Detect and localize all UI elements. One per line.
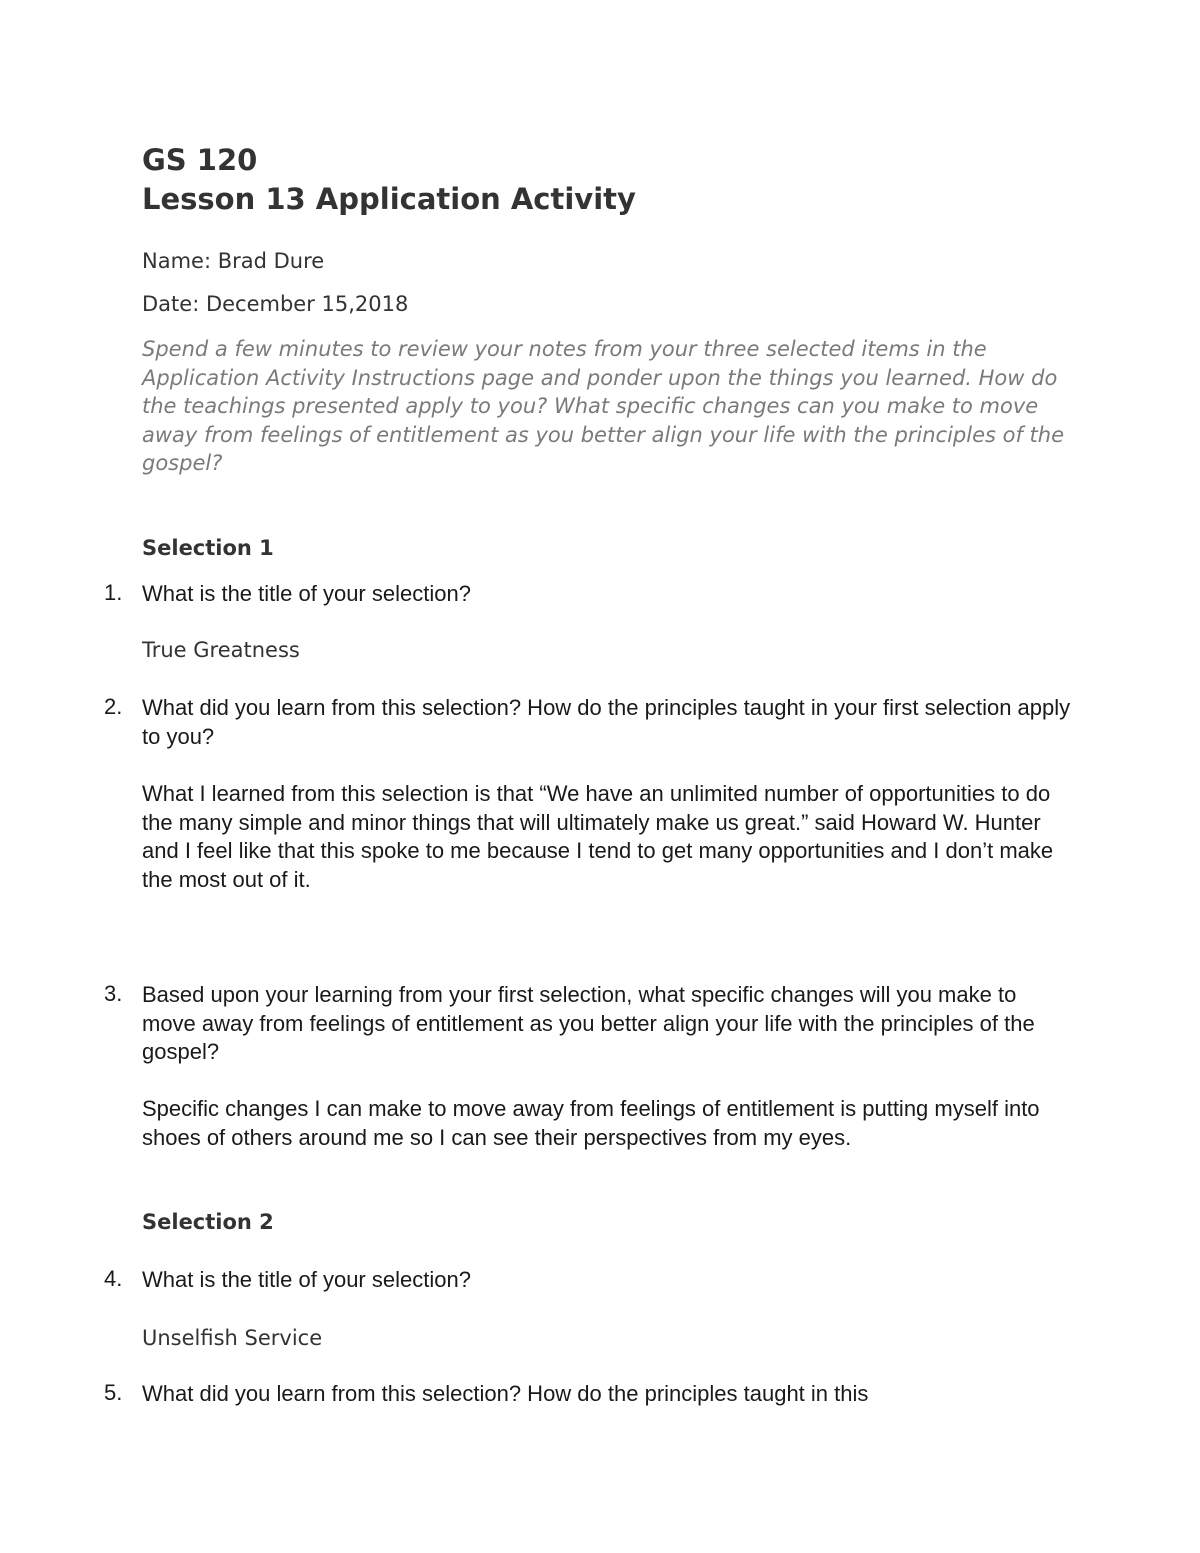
question-text-3: Based upon your learning from your first selection, what specific changes will you make to move away from feelings of entitlement as you better align your life with the principles of the gospel? [142, 982, 1035, 1064]
question-text-1: What is the title of your selection? [142, 581, 471, 606]
question-number-3: 3. [104, 981, 123, 1006]
answer-4: Unselfish Service [142, 1326, 323, 1350]
document-title: Lesson 13 Application Activity [142, 182, 636, 216]
question-number-1: 1. [104, 580, 123, 605]
section-heading-1: Selection 1 [142, 536, 274, 560]
question-number-2: 2. [104, 694, 123, 719]
question-text-4: What is the title of your selection? [142, 1267, 471, 1292]
answer-1: True Greatness [142, 638, 300, 662]
instructions-paragraph: Spend a few minutes to review your notes from your three selected items in the Application Activity Instructions page and ponder upon the things you learned. How do the teachings presented apply to you? What specific changes can you make to move away from feelings of entitlement as you better align your life with the principles of the gospel? [142, 337, 1065, 475]
question-number-5: 5. [104, 1380, 123, 1405]
section-heading-2: Selection 2 [142, 1210, 274, 1234]
answer-2: What I learned from this selection is that “We have an unlimited number of opportunities to do the many simple and minor things that will ultimately make us great.” said Howard W. Hunter and I feel like that this spoke to me because I tend to get many opportunities and I don’t make the most out of it. [142, 781, 1054, 892]
question-text-2: What did you learn from this selection? How do the principles taught in your first selection apply to you? [142, 695, 1071, 749]
question-text-5: What did you learn from this selection? How do the principles taught in this [142, 1381, 869, 1406]
name-field: Name: Brad Dure [142, 249, 325, 273]
question-number-4: 4. [104, 1266, 123, 1291]
answer-3: Specific changes I can make to move away from feelings of entitlement is putting myself into shoes of others around me so I can see their perspectives from my eyes. [142, 1096, 1040, 1150]
course-code: GS 120 [142, 143, 258, 177]
date-field: Date: December 15,2018 [142, 292, 409, 316]
